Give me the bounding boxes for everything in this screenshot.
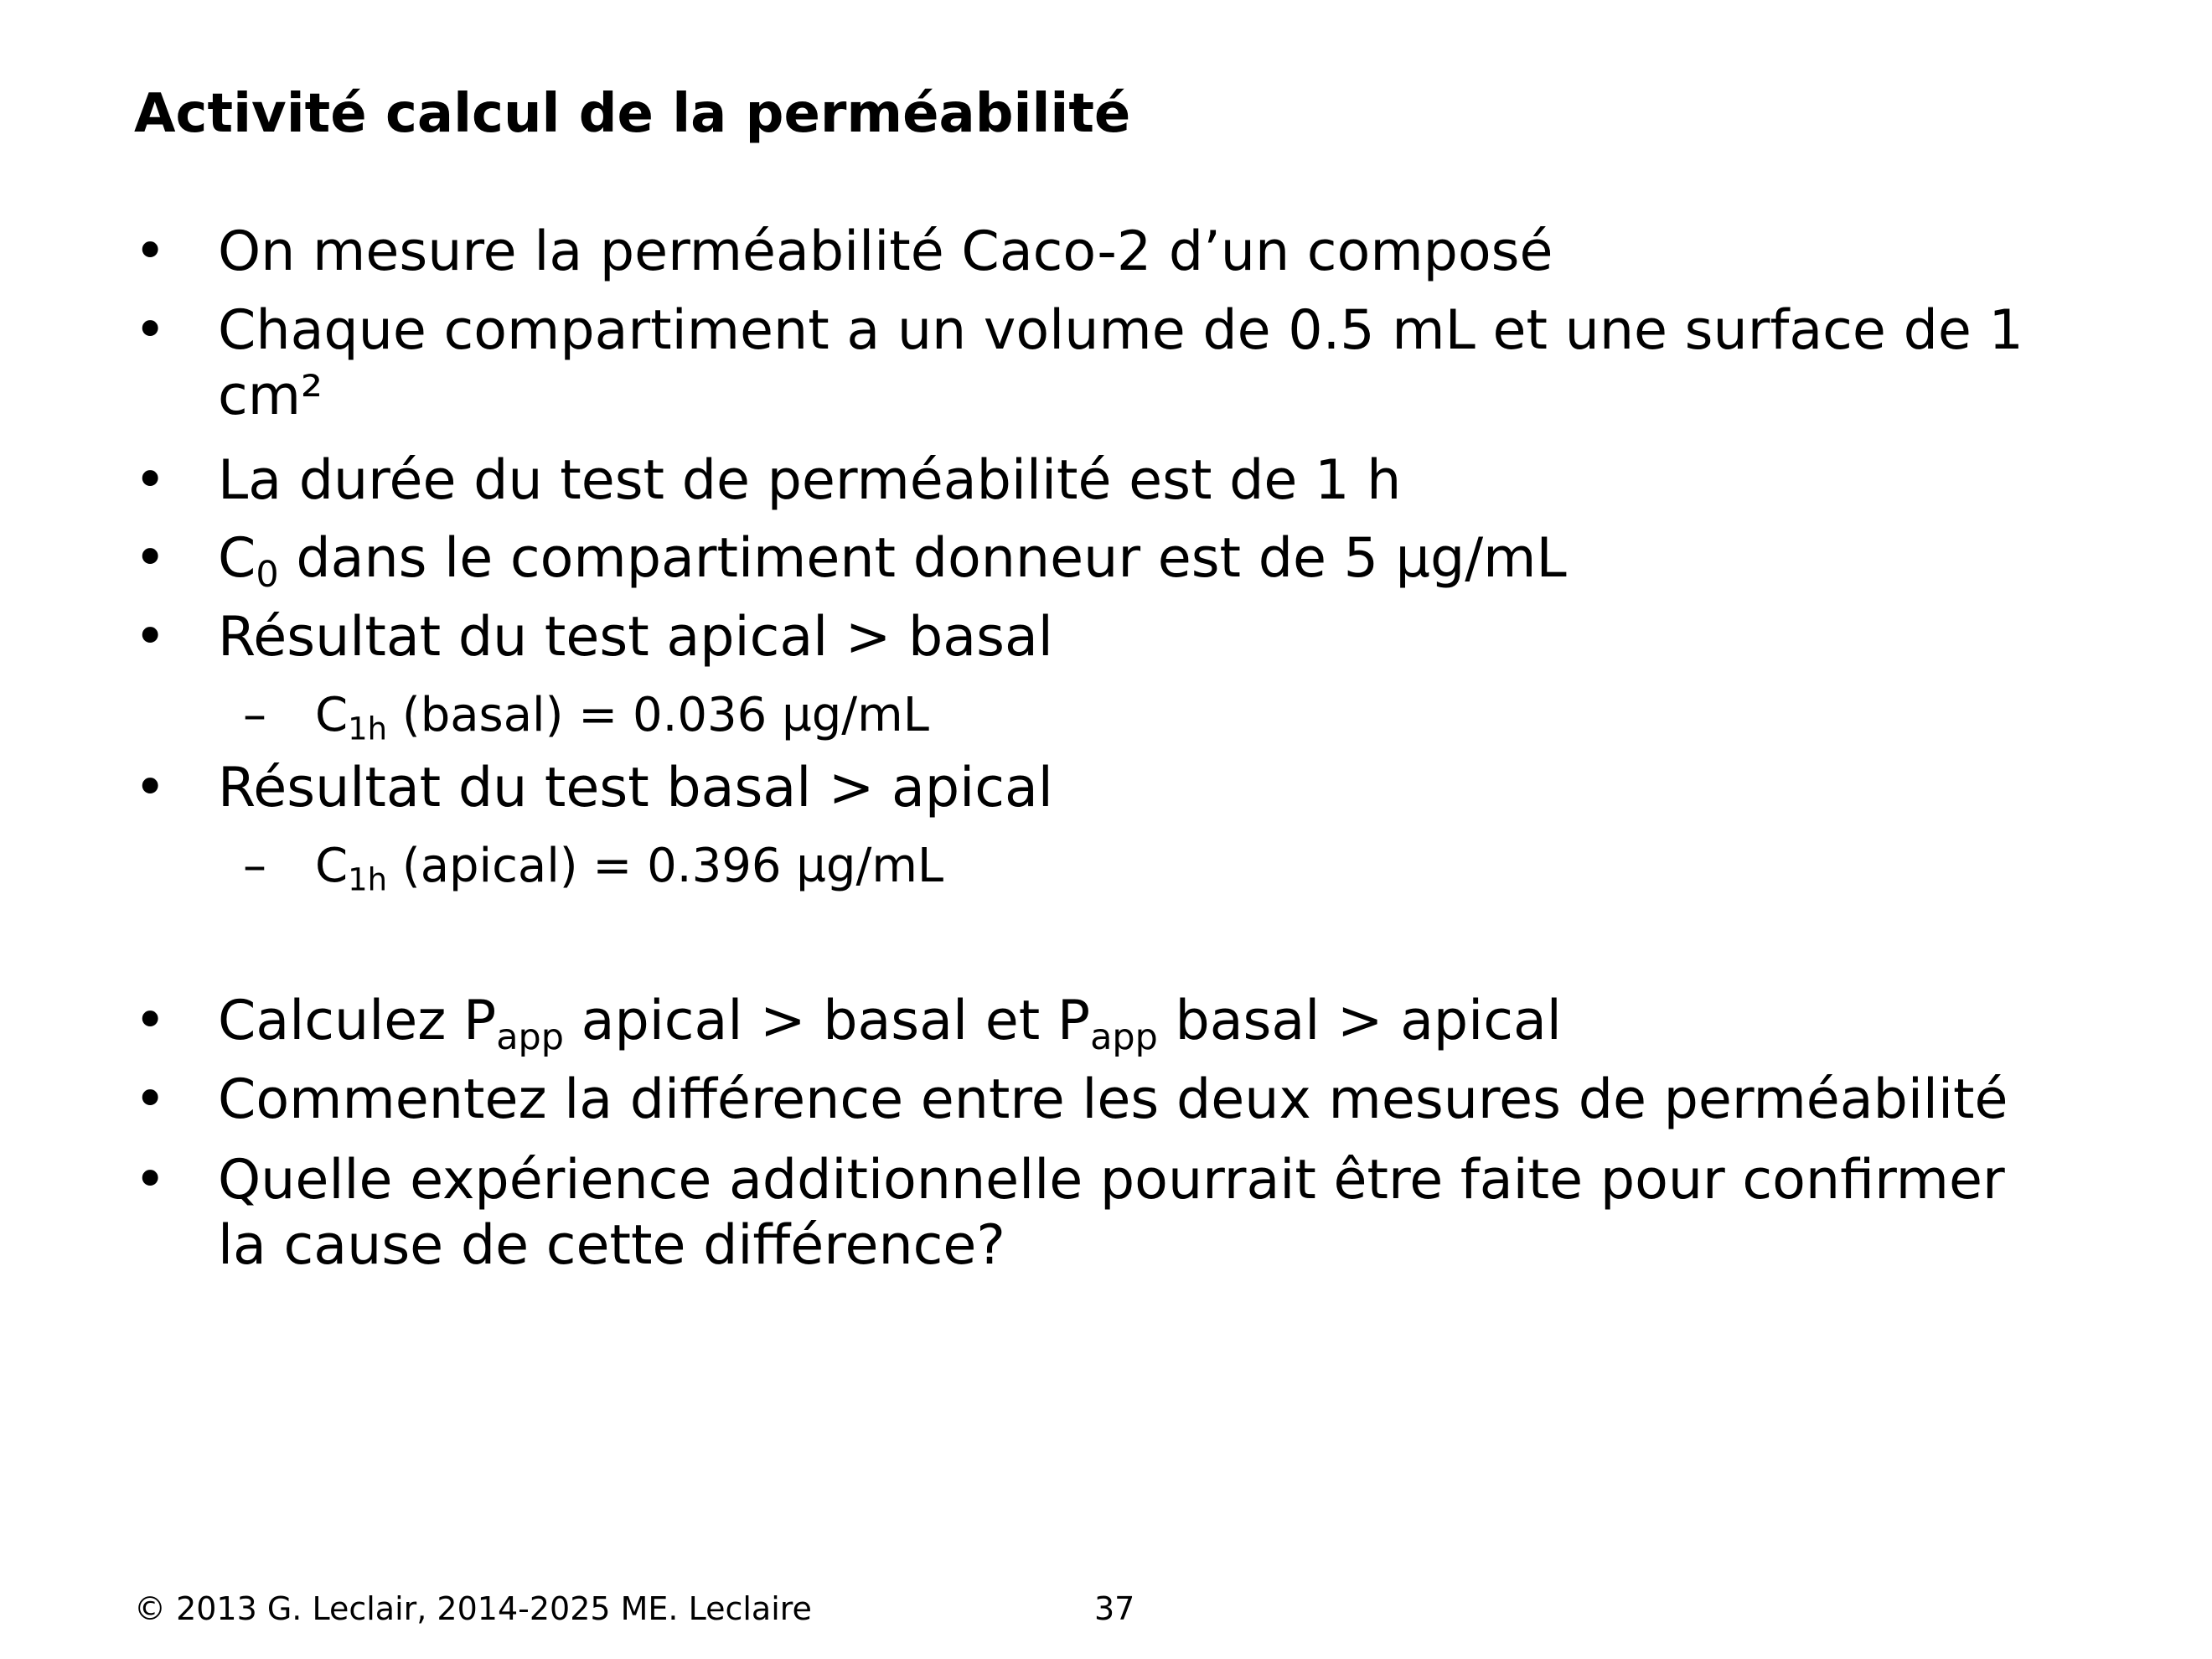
variable-c: C xyxy=(218,527,256,590)
sub-bullet-marker: – xyxy=(243,839,266,893)
bullet-marker: • xyxy=(134,220,167,283)
bullet-text: On mesure la perméabilité Caco-2 d’un composé xyxy=(218,220,1553,283)
bullet-item xyxy=(134,448,1402,514)
bullet-text: basal > apical xyxy=(1157,990,1562,1052)
bullet-item xyxy=(134,605,1053,670)
bullet-marker: • xyxy=(134,990,167,1052)
bullet-marker: • xyxy=(134,449,167,512)
bullet-text-continuation: la cause de cette différence? xyxy=(218,1214,1005,1277)
subscript: app xyxy=(1090,1016,1158,1058)
variable-c: C xyxy=(315,688,349,742)
bullet-item xyxy=(134,1067,2008,1133)
footer-copyright: © 2013 G. Leclair, 2014-2025 ME. Leclaire xyxy=(134,1590,812,1627)
bullet-marker: • xyxy=(134,606,167,669)
bullet-text: Résultat du test basal > apical xyxy=(218,757,1053,819)
subscript: 1h xyxy=(348,861,388,898)
bullet-marker: • xyxy=(134,757,167,819)
sub-bullet-text: (basal) = 0.036 µg/mL xyxy=(387,688,929,742)
bullet-marker: • xyxy=(134,527,167,590)
bullet-text-continuation: cm² xyxy=(218,364,323,427)
bullet-item xyxy=(134,756,1053,821)
subscript: app xyxy=(496,1016,564,1058)
bullet-marker: • xyxy=(134,1068,167,1131)
bullet-item xyxy=(134,989,1562,1058)
slide-title: Activité calcul de la perméabilité xyxy=(134,83,1131,145)
sub-bullet-item xyxy=(243,838,944,898)
variable-c: C xyxy=(315,839,349,893)
page-number: 37 xyxy=(1094,1590,1135,1627)
subscript: 1h xyxy=(348,711,388,747)
bullet-item xyxy=(134,220,1553,285)
bullet-text: Chaque compartiment a un volume de 0.5 mL et une surface de 1 xyxy=(218,299,2023,362)
bullet-text: Résultat du test apical > basal xyxy=(218,606,1053,669)
sub-bullet-item xyxy=(243,687,929,747)
bullet-item xyxy=(134,298,2023,429)
bullet-text: dans le compartiment donneur est de 5 µg/mL xyxy=(278,527,1567,590)
bullet-text: apical > basal et P xyxy=(563,990,1091,1052)
bullet-text: Quelle expérience additionnelle pourrait être faite pour confirmer xyxy=(218,1149,2005,1212)
bullet-marker: • xyxy=(134,1149,167,1212)
subscript: 0 xyxy=(256,554,279,596)
sub-bullet-marker: – xyxy=(243,688,266,742)
bullet-text: Commentez la différence entre les deux mesures de perméabilité xyxy=(218,1068,2008,1131)
sub-bullet-text: (apical) = 0.396 µg/mL xyxy=(387,839,944,893)
bullet-text: Calculez P xyxy=(218,990,497,1052)
bullet-marker: • xyxy=(134,299,167,362)
bullet-text: La durée du test de perméabilité est de 1 h xyxy=(218,449,1402,512)
bullet-item xyxy=(134,526,1567,596)
bullet-item xyxy=(134,1148,2005,1279)
